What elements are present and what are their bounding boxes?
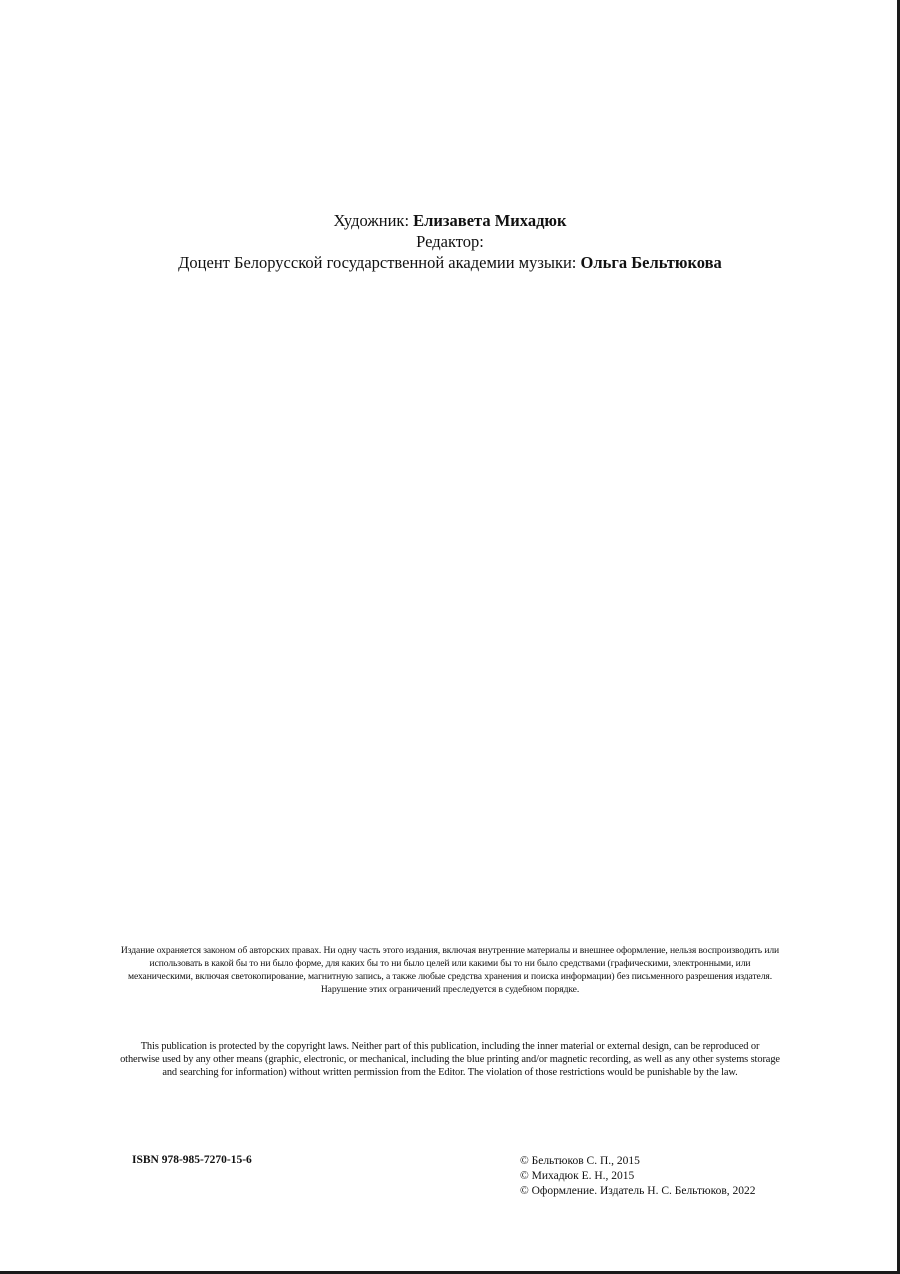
copyright-line: © Бельтюков С. П., 2015 (520, 1155, 640, 1167)
editor-name: Ольга Бельтюкова (580, 253, 722, 272)
editor-role: Доцент Белорусской государственной академии музыки: (178, 253, 577, 272)
editor-label: Редактор: (416, 232, 484, 251)
copyright-notice-en: This publication is protected by the copyright laws. Neither part of this publication, including the inner material or external design, can be reproduced or otherwise used by any other means (graphic, electronic, or mechanical, including the blue printing and/or magnetic recording, as well as any other systems storage and searching for information) without written permission from the Editor. The violation of those restrictions would be punishable by the law. (120, 1041, 780, 1078)
editor-line (0, 252, 900, 273)
copyright-list (520, 1154, 756, 1199)
artist-label: Художник: (333, 211, 410, 230)
isbn: ISBN 978-985-7270-15-6 (132, 1154, 252, 1166)
copyright-notice-ru: Издание охраняется законом об авторских правах. Ни одну часть этого издания, включая внутренние материалы и внешнее оформление, нельзя воспроизводить или использовать в какой бы то ни было форме, для каких бы то ни было целей или какими бы то ни было средствами (графическими, электронными, или механическими, включая светокопирование, магнитную запись, а также любые средства хранения и поиска информации) без письменного разрешения издателя. Нарушение этих ограничений преследуется в судебном порядке. (120, 945, 780, 995)
artist-line (0, 210, 900, 231)
copyright-line: © Михадюк Е. Н., 2015 (520, 1170, 635, 1182)
copyright-line: © Оформление. Издатель Н. С. Бельтюков, 2022 (520, 1185, 756, 1197)
credits-block (0, 210, 900, 273)
artist-name: Елизавета Михадюк (413, 211, 567, 230)
